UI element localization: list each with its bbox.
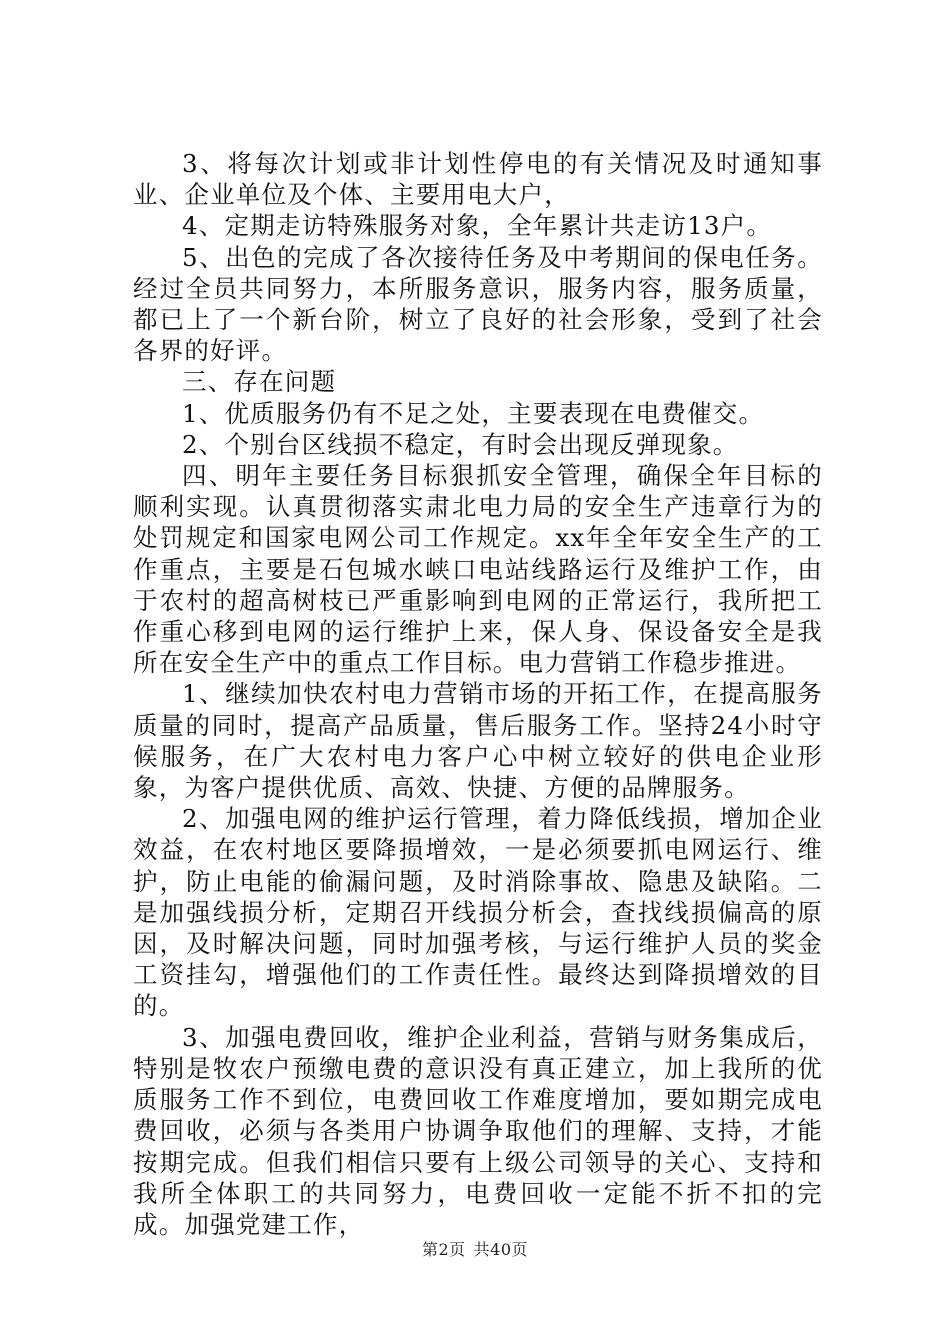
paragraph-item-3-notify: 3、将每次计划或非计划性停电的有关情况及时通知事业、企业单位及个体、主要用电大户， <box>133 149 823 210</box>
paragraph-goal-3-fee-collection: 3、加强电费回收，维护企业利益，营销与财务集成后，特别是牧农户预缴电费的意识没有真正建立，加上我所的优质服务工作不到位，电费回收工作难度增加，要如期完成电费回收，必须与各类用户协调争取他们的理解、支持，才能按期完成。但我们相信只要有上级公司领导的关心、支持和我所全体职工的共同努力，电费回收一定能不折不扣的完成。加强党建工作， <box>133 1022 823 1239</box>
paragraph-problem-1: 1、优质服务仍有不足之处，主要表现在电费催交。 <box>182 398 765 428</box>
section-heading-problems: 三、存在问题 <box>182 367 337 397</box>
paragraph-item-5-tasks: 5、出色的完成了各次接待任务及中考期间的保电任务。经过全员共同努力，本所服务意识，服务内容，服务质量，都已上了一个新台阶，树立了良好的社会形象，受到了社会各界的好评。 <box>133 242 823 366</box>
paragraph-section-4-goals: 四、明年主要任务目标狠抓安全管理，确保全年目标的顺利实现。认真贯彻落实肃北电力局的安全生产违章行为的处罚规定和国家电网公司工作规定。xx年全年安全生产的工作重点，主要是石包城水峡口电站线路运行及维护工作，由于农村的超高树枝已严重影响到电网的正常运行，我所把工作重心移到电网的运行维护上来，保人身、保设备安全是我所在安全生产中的重点工作目标。电力营销工作稳步推进。 <box>133 461 823 678</box>
page-total: 共40页 <box>473 1240 529 1259</box>
paragraph-item-4-visits: 4、定期走访特殊服务对象，全年累计共走访13户。 <box>182 211 773 241</box>
paragraph-goal-2-grid-maintenance: 2、加强电网的维护运行管理，着力降低线损，增加企业效益，在农村地区要降损增效，一是必须要抓电网运行、维护，防止电能的偷漏问题，及时消除事故、隐患及缺陷。二是加强线损分析，定期召开线损分析会，查找线损偏高的原因，及时解决问题，同时加强考核，与运行维护人员的奖金工资挂勾，增强他们的工作责任性。最终达到降损增效的目的。 <box>133 804 823 1021</box>
page-footer <box>0 1240 950 1260</box>
document-body <box>133 148 823 1240</box>
paragraph-problem-2: 2、个别台区线损不稳定，有时会出现反弹现象。 <box>182 429 739 459</box>
paragraph-goal-1-marketing: 1、继续加快农村电力营销市场的开拓工作，在提高服务质量的同时，提高产品质量，售后服务工作。坚持24小时守候服务，在广大农村电力客户心中树立较好的供电企业形象，为客户提供优质、高效、快捷、方便的品牌服务。 <box>133 679 823 803</box>
page-number: 第2页 <box>421 1240 466 1259</box>
